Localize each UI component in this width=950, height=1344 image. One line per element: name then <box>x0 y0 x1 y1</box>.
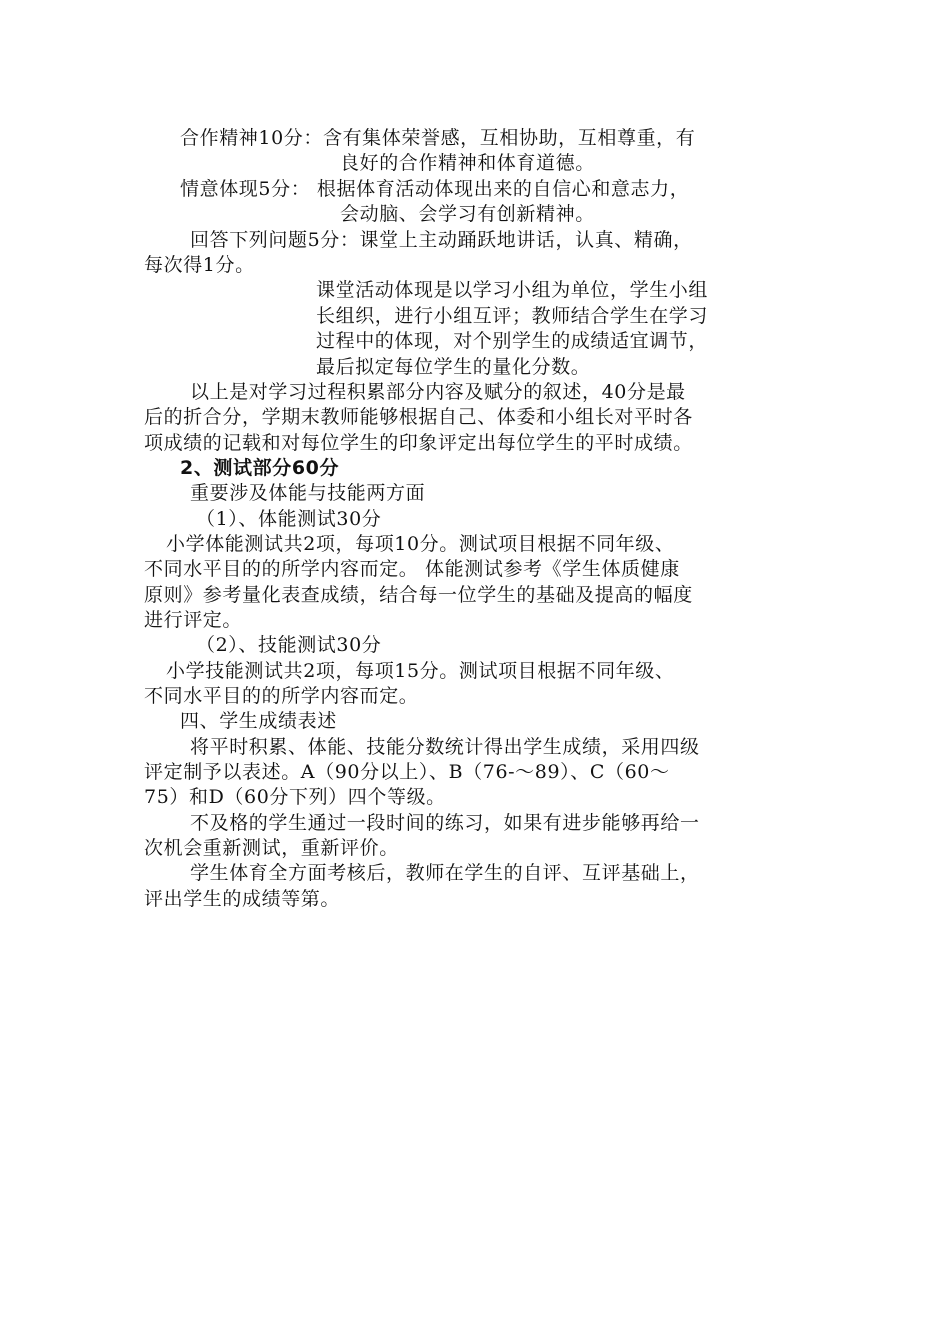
text-line: 学生体育全方面考核后，教师在学生的自评、互评基础上， <box>190 862 700 884</box>
text-line: 评定制予以表述。A（90分以上）、B（76-～89）、C（60～ <box>144 761 670 783</box>
text-line: （2）、技能测试30分 <box>196 634 382 656</box>
text-line: 不及格的学生通过一段时间的练习，如果有进步能够再给一 <box>190 812 700 834</box>
text-line: 将平时积累、体能、技能分数统计得出学生成绩，采用四级 <box>190 736 700 758</box>
text-line: 不同水平目的的所学内容而定。 体能测试参考《学生体质健康 <box>144 558 680 580</box>
text-line: 次机会重新测试，重新评价。 <box>144 837 399 859</box>
text-line: 良好的合作精神和体育道德。 <box>340 152 595 174</box>
text-line: 重要涉及体能与技能两方面 <box>190 482 426 504</box>
text-line: 长组织，进行小组互评；教师结合学生在学习 <box>316 305 709 327</box>
text-line: 合作精神10分：含有集体荣誉感，互相协助，互相尊重，有 <box>180 127 696 149</box>
text-line: 四、学生成绩表述 <box>180 710 337 732</box>
text-line: 最后拟定每位学生的量化分数。 <box>316 356 591 378</box>
text-line: 评出学生的成绩等第。 <box>144 888 341 910</box>
text-line: 项成绩的记载和对每位学生的印象评定出每位学生的平时成绩。 <box>144 432 693 454</box>
text-line: 后的折合分，学期末教师能够根据自己、体委和小组长对平时各 <box>144 406 693 428</box>
text-line: 课堂活动体现是以学习小组为单位，学生小组 <box>316 279 709 301</box>
text-line: 回答下列问题5分：课堂上主动踊跃地讲话，认真、精确， <box>190 229 693 251</box>
text-line: 原则》参考量化表查成绩，结合每一位学生的基础及提高的幅度 <box>144 584 693 606</box>
text-line: 过程中的体现，对个别学生的成绩适宜调节， <box>316 330 709 352</box>
text-line: 不同水平目的的所学内容而定。 <box>144 685 419 707</box>
text-line: 每次得1分。 <box>144 254 255 276</box>
text-line: （1）、体能测试30分 <box>196 508 382 530</box>
text-line: 小学技能测试共2项，每项15分。测试项目根据不同年级、 <box>166 660 675 682</box>
text-line: 以上是对学习过程积累部分内容及赋分的叙述，40分是最 <box>190 381 686 403</box>
text-line: 小学体能测试共2项，每项10分。测试项目根据不同年级、 <box>166 533 675 555</box>
section-heading: 2、测试部分60分 <box>180 457 340 479</box>
text-line: 75）和D（60分下列）四个等级。 <box>144 786 446 808</box>
text-line: 会动脑、会学习有创新精神。 <box>340 203 595 225</box>
text-line: 情意体现5分： 根据体育活动体现出来的自信心和意志力， <box>180 178 690 200</box>
text-line: 进行评定。 <box>144 609 243 631</box>
